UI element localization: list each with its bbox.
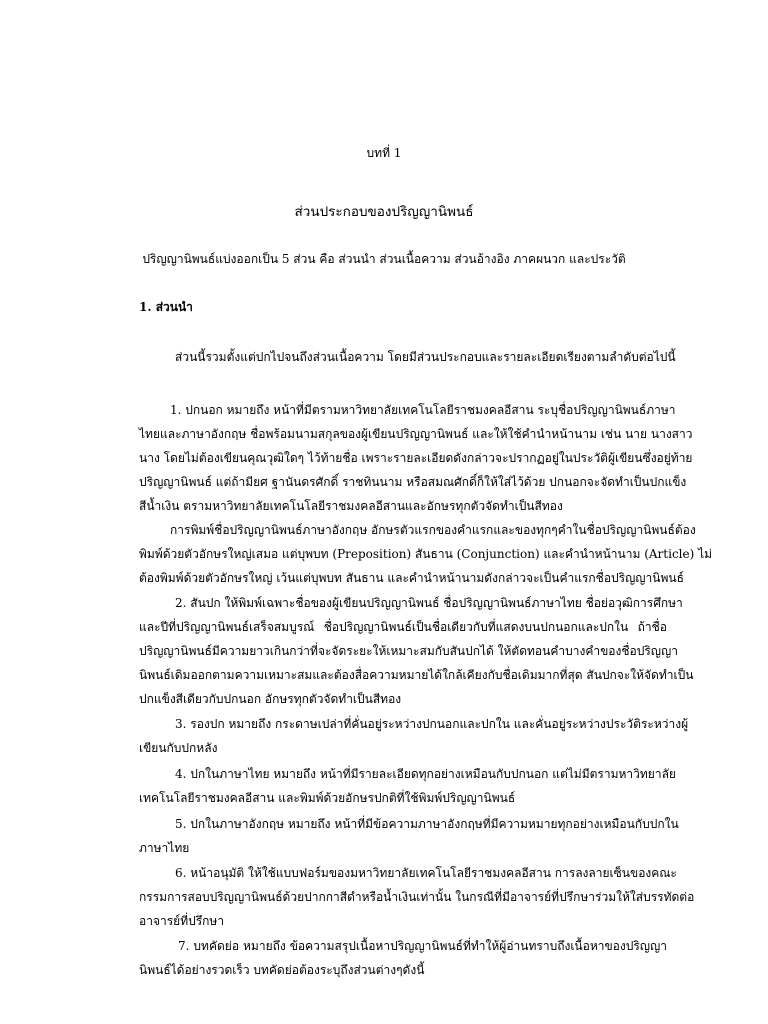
body-line: 6. หน้าอนุมัติ ให้ใช้แบบฟอร์มของมหาวิทยาลัยเทคโนโลยีราชมงคลอีสาน การลงลายเซ็นของคณะ [175,866,677,880]
body-line: 2. สันปก ให้พิมพ์เฉพาะชื่อของผู้เขียนปริญญานิพนธ์ ชื่อปริญญานิพนธ์ภาษาไทย ชื่อย่อวุฒิการศึกษา [175,596,683,610]
body-line: 5. ปกในภาษาอังกฤษ หมายถึง หน้าที่มีข้อความภาษาอังกฤษที่มีความหมายทุกอย่างเหมือนกับปกใน [175,817,679,831]
chapter-number: บทที่ 1 [366,146,402,160]
section-intro: ส่วนนี้รวมตั้งแต่ปกไปจนถึงส่วนเนื้อความ โดยมีส่วนประกอบและรายละเอียดเรียงตามลำดับต่อไปนี้ [175,350,676,364]
body-line: ภาษาไทย [139,841,190,855]
intro-paragraph: ปริญญานิพนธ์แบ่งออกเป็น 5 ส่วน คือ ส่วนนำ ส่วนเนื้อความ ส่วนอ้างอิง ภาคผนวก และประวัติ [142,252,626,266]
body-line: นาง โดยไม่ต้องเขียนคุณวุฒิใดๆ ไว้ท้ายชื่อ เพราะรายละเอียดดังกล่าวจะปรากฏอยู่ในประวัติผู้เขียนซึ่งอยู่ท้าย [139,451,693,465]
body-line: ปริญญานิพนธ์ แต่ถ้ามียศ ฐานันดรศักดิ์ ราชทินนาม หรือสมณศักดิ์ก็ให้ใส่ไว้ด้วย ปกนอกจะจัดทำเป็นปกแข็ง [139,475,687,489]
body-line: ปริญญานิพนธ์มีความยาวเกินกว่าที่จะจัดระยะให้เหมาะสมกับสันปกได้ ให้ตัดทอนคำบางคำของชื่อปริญญา [139,644,678,658]
body-line: อาจารย์ที่ปรึกษา [139,914,225,928]
body-line: เทคโนโลยีราชมงคลอีสาน และพิมพ์ด้วยอักษรปกติที่ใช้พิมพ์ปริญญานิพนธ์ [139,791,516,805]
body-line: พิมพ์ด้วยตัวอักษรใหญ่เสมอ แต่บุพบท (Preposition) สันธาน (Conjunction) และคำนำหน้านาม (Article) ไม่ [139,547,713,561]
body-line: เขียนกับปกหลัง [139,741,218,755]
body-line: 1. ปกนอก หมายถึง หน้าที่มีตรามหาวิทยาลัยเทคโนโลยีราชมงคลอีสาน ระบุชื่อปริญญานิพนธ์ภาษา [170,403,676,417]
body-line: กรรมการสอบปริญญานิพนธ์ด้วยปากกาสีดำหรือน้ำเงินเท่านั้น ในกรณีที่มีอาจารย์ที่ปรึกษาร่วมให้ใส่บรรทัดต่อ [139,890,695,904]
body-line: นิพนธ์ได้อย่างรวดเร็ว บทคัดย่อต้องระบุถึงส่วนต่างๆดังนี้ [139,963,425,977]
body-line: 7. บทคัดย่อ หมายถึง ข้อความสรุปเนื้อหาปริญญานิพนธ์ที่ทำให้ผู้อ่านทราบถึงเนื้อหาของปริญญา [178,939,667,953]
body-line: ต้องพิมพ์ด้วยตัวอักษรใหญ่ เว้นแต่บุพบท สันธาน และคำนำหน้านามดังกล่าวจะเป็นคำแรกชื่อปริญญานิพนธ์ [139,571,684,585]
body-line: 3. รองปก หมายถึง กระดาษเปล่าที่คั่นอยู่ระหว่างปกนอกและปกใน และคั่นอยู่ระหว่างประวัติระหว่างผู้ [175,717,689,731]
body-line: 4. ปกในภาษาไทย หมายถึง หน้าที่มีรายละเอียดทุกอย่างเหมือนกับปกนอก แต่ไม่มีตรามหาวิทยาลัย [175,767,676,781]
section-heading: 1. ส่วนนำ [139,300,193,314]
body-line: ไทยและภาษาอังกฤษ ชื่อพร้อมนามสกุลของผู้เขียนปริญญานิพนธ์ และให้ใช้คำนำหน้านาม เช่น นาย นางสาว [139,427,693,441]
body-line: การพิมพ์ชื่อปริญญานิพนธ์ภาษาอังกฤษ อักษรตัวแรกของคำแรกและของทุกๆคำในชื่อปริญญานิพนธ์ต้อง [170,523,696,537]
body-line: ปกแข็งสีเดียวกับปกนอก อักษรทุกตัวจัดทำเป็นสีทอง [139,692,402,706]
body-line: สีน้ำเงิน ตรามหาวิทยาลัยเทคโนโลยีราชมงคลอีสานและอักษรทุกตัวจัดทำเป็นสีทอง [139,499,563,513]
body-line: และปีที่ปริญญานิพนธ์เสร็จสมบูรณ์ ชื่อปริญญานิพนธ์เป็นชื่อเดียวกับที่แสดงบนปกนอกและปกใน ถ้าชื่อ [139,620,667,634]
body-line: นิพนธ์เดิมออกตามความเหมาะสมและต้องสื่อความหมายได้ใกล้เคียงกับชื่อเดิมมากที่สุด สันปกจะให้จัดทำเป็น [139,668,694,682]
page-title: ส่วนประกอบของปริญญานิพนธ์ [294,204,474,220]
